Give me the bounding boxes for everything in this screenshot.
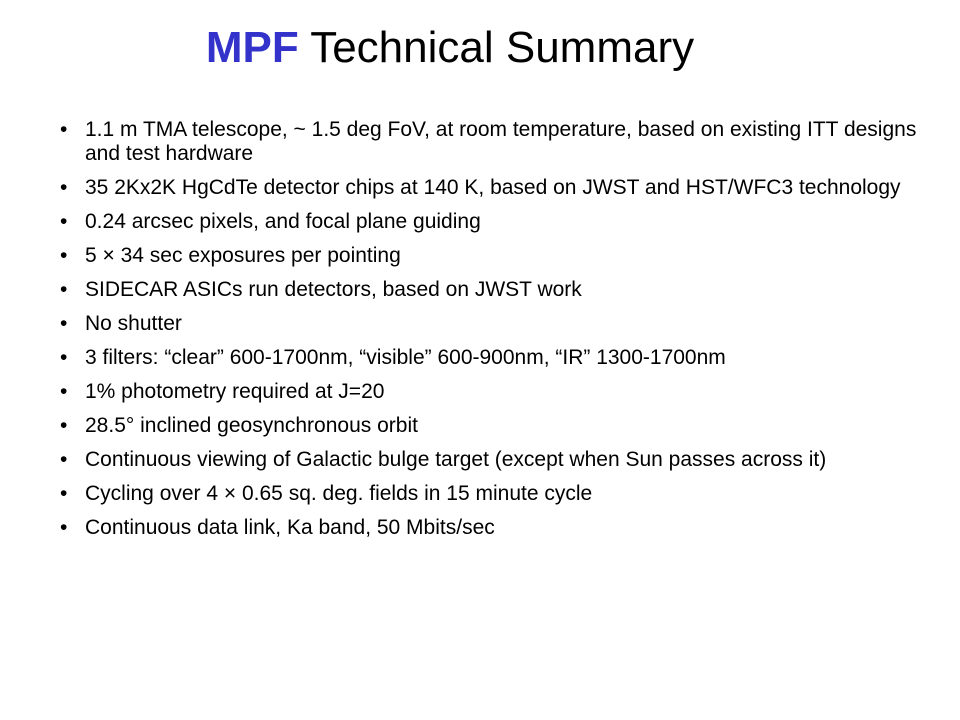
bullet-item [60,244,930,268]
bullet-dot: • [60,380,68,403]
bullet-item [60,176,930,200]
bullet-item [60,118,930,166]
bullet-item [60,278,930,302]
bullet-item [60,414,930,438]
bullet-text: 0.24 arcsec pixels, and focal plane guiding [85,210,481,233]
bullet-dot: • [60,516,68,539]
bullet-text: Continuous data link, Ka band, 50 Mbits/sec [85,516,495,539]
slide-title [0,22,900,74]
bullet-text: SIDECAR ASICs run detectors, based on JWST work [85,278,582,301]
bullet-dot: • [60,210,68,233]
bullet-text: No shutter [85,312,182,335]
bullet-text: 1% photometry required at J=20 [85,380,385,403]
bullet-text: 1.1 m TMA telescope, ~ 1.5 deg FoV, at room temperature, based on existing ITT designs and test hardware [85,118,917,165]
bullet-text: 5 × 34 sec exposures per pointing [85,244,401,267]
bullet-dot: • [60,244,68,267]
bullet-item [60,346,930,370]
bullet-text: 35 2Kx2K HgCdTe detector chips at 140 K, based on JWST and HST/WFC3 technology [85,176,901,199]
bullet-text: Cycling over 4 × 0.65 sq. deg. fields in 15 minute cycle [85,482,593,505]
bullet-text: Continuous viewing of Galactic bulge target (except when Sun passes across it) [85,448,827,471]
bullet-item [60,516,930,540]
title-accent: MPF [205,23,299,72]
bullet-dot: • [60,346,68,369]
bullet-dot: • [60,312,68,335]
bullet-list [60,118,930,550]
bullet-text: 3 filters: “clear” 600-1700nm, “visible” 600-900nm, “IR” 1300-1700nm [85,346,726,369]
bullet-item [60,380,930,404]
bullet-dot: • [60,414,68,437]
bullet-dot: • [60,482,68,505]
bullet-dot: • [60,448,68,471]
bullet-item [60,312,930,336]
bullet-dot: • [60,118,68,141]
bullet-item [60,482,930,506]
bullet-item [60,210,930,234]
bullet-dot: • [60,278,68,301]
bullet-dot: • [60,176,68,199]
bullet-text: 28.5° inclined geosynchronous orbit [85,414,418,437]
bullet-item [60,448,930,472]
title-rest: Technical Summary [310,23,695,72]
